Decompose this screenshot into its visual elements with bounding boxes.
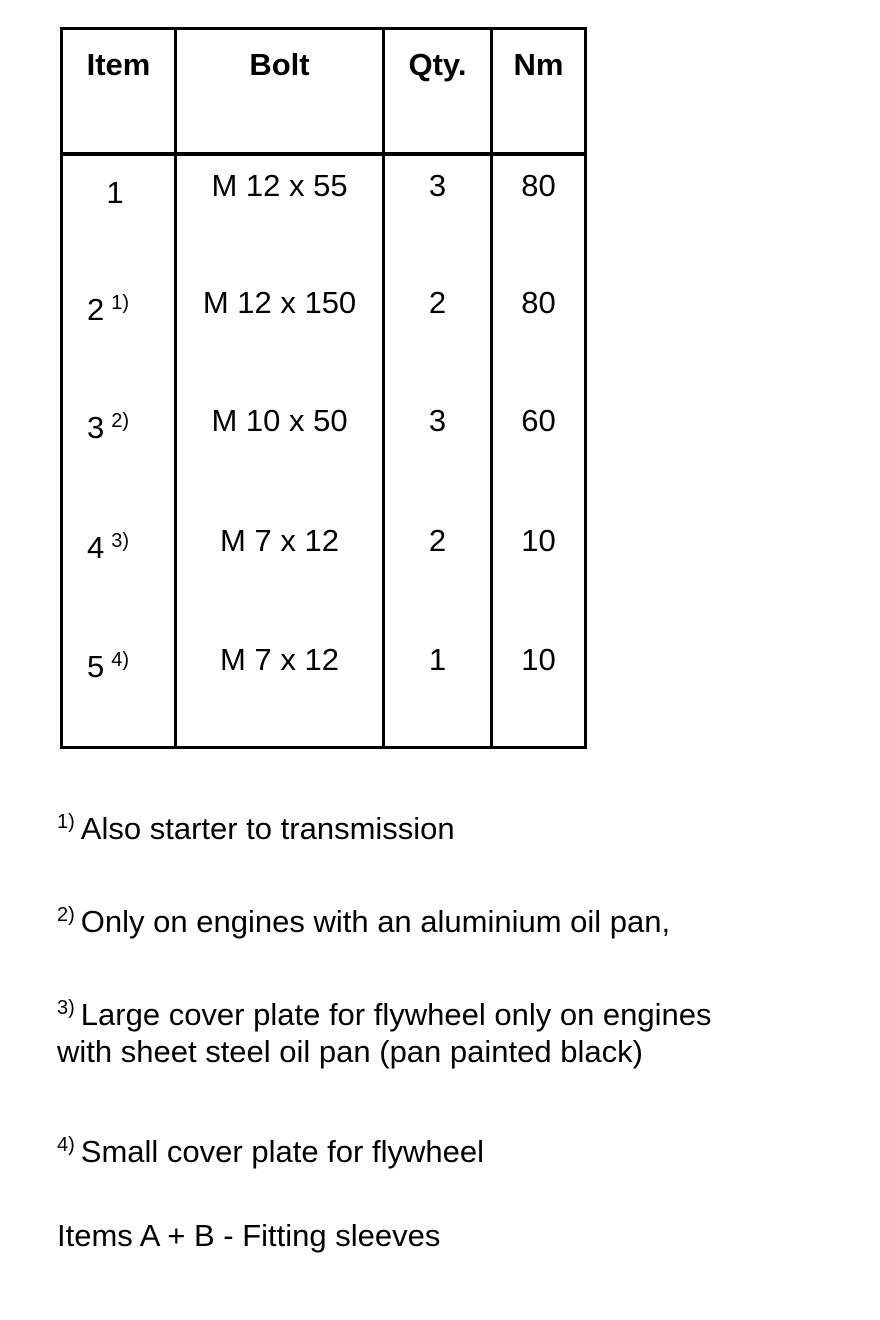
footnote-ref: 4)	[111, 649, 130, 671]
table-row-item	[87, 403, 174, 446]
header-divider	[63, 152, 584, 156]
footnote-1	[57, 800, 455, 851]
table-row-item	[87, 523, 174, 566]
footnote-text: Large cover plate for flywheel only on engines	[80, 997, 712, 1032]
table-row-item	[87, 285, 174, 328]
table-row-qty: 1	[428, 642, 447, 677]
footnote-ref: 3)	[111, 530, 130, 552]
item-number: 2	[87, 292, 105, 327]
header-item: Item	[86, 47, 151, 82]
column-divider	[174, 30, 177, 746]
header-nm: Nm	[513, 47, 564, 82]
table-row-nm: 80	[521, 285, 556, 320]
table-row-nm: 60	[521, 403, 556, 438]
footnote-mark: 4)	[57, 1134, 75, 1156]
table-row-qty: 2	[428, 523, 447, 558]
header-bolt: Bolt	[249, 47, 310, 82]
table-row-nm: 10	[521, 642, 556, 677]
footnote-text: Also starter to transmission	[80, 811, 455, 846]
item-number: 5	[87, 649, 105, 684]
footnote-mark: 1)	[57, 811, 75, 833]
item-number: 3	[87, 410, 105, 445]
item-number: 1	[106, 175, 124, 210]
column-divider	[490, 30, 493, 746]
table-row-nm: 10	[521, 523, 556, 558]
footnote-text: Small cover plate for flywheel	[80, 1134, 484, 1169]
table-row-bolt: M 12 x 55	[211, 168, 348, 203]
table-row-qty: 3	[428, 403, 447, 438]
footnote-3-continuation: with sheet steel oil pan (pan painted black)	[57, 1034, 643, 1069]
table-row-item	[63, 168, 174, 211]
table-row-qty: 3	[428, 168, 447, 203]
footnote-2	[57, 893, 670, 944]
bolt-torque-table	[60, 27, 587, 749]
footnote-text: Only on engines with an aluminium oil pan,	[80, 904, 671, 939]
footnote-ref: 2)	[111, 410, 130, 432]
footnote-ref: 1)	[111, 292, 130, 314]
table-row-qty: 2	[428, 285, 447, 320]
table-row-bolt: M 7 x 12	[220, 642, 339, 677]
table-row-bolt: M 10 x 50	[211, 403, 348, 438]
footnote-4	[57, 1123, 484, 1174]
header-qty: Qty.	[408, 47, 467, 82]
column-divider	[382, 30, 385, 746]
table-row-item	[87, 642, 174, 685]
footnote-mark: 2)	[57, 904, 75, 926]
table-row-nm: 80	[521, 168, 556, 203]
footnote-mark: 3)	[57, 997, 75, 1019]
table-row-bolt: M 12 x 150	[202, 285, 357, 320]
table-row-bolt: M 7 x 12	[220, 523, 339, 558]
item-number: 4	[87, 530, 105, 565]
items-note: Items A + B - Fitting sleeves	[57, 1218, 441, 1253]
